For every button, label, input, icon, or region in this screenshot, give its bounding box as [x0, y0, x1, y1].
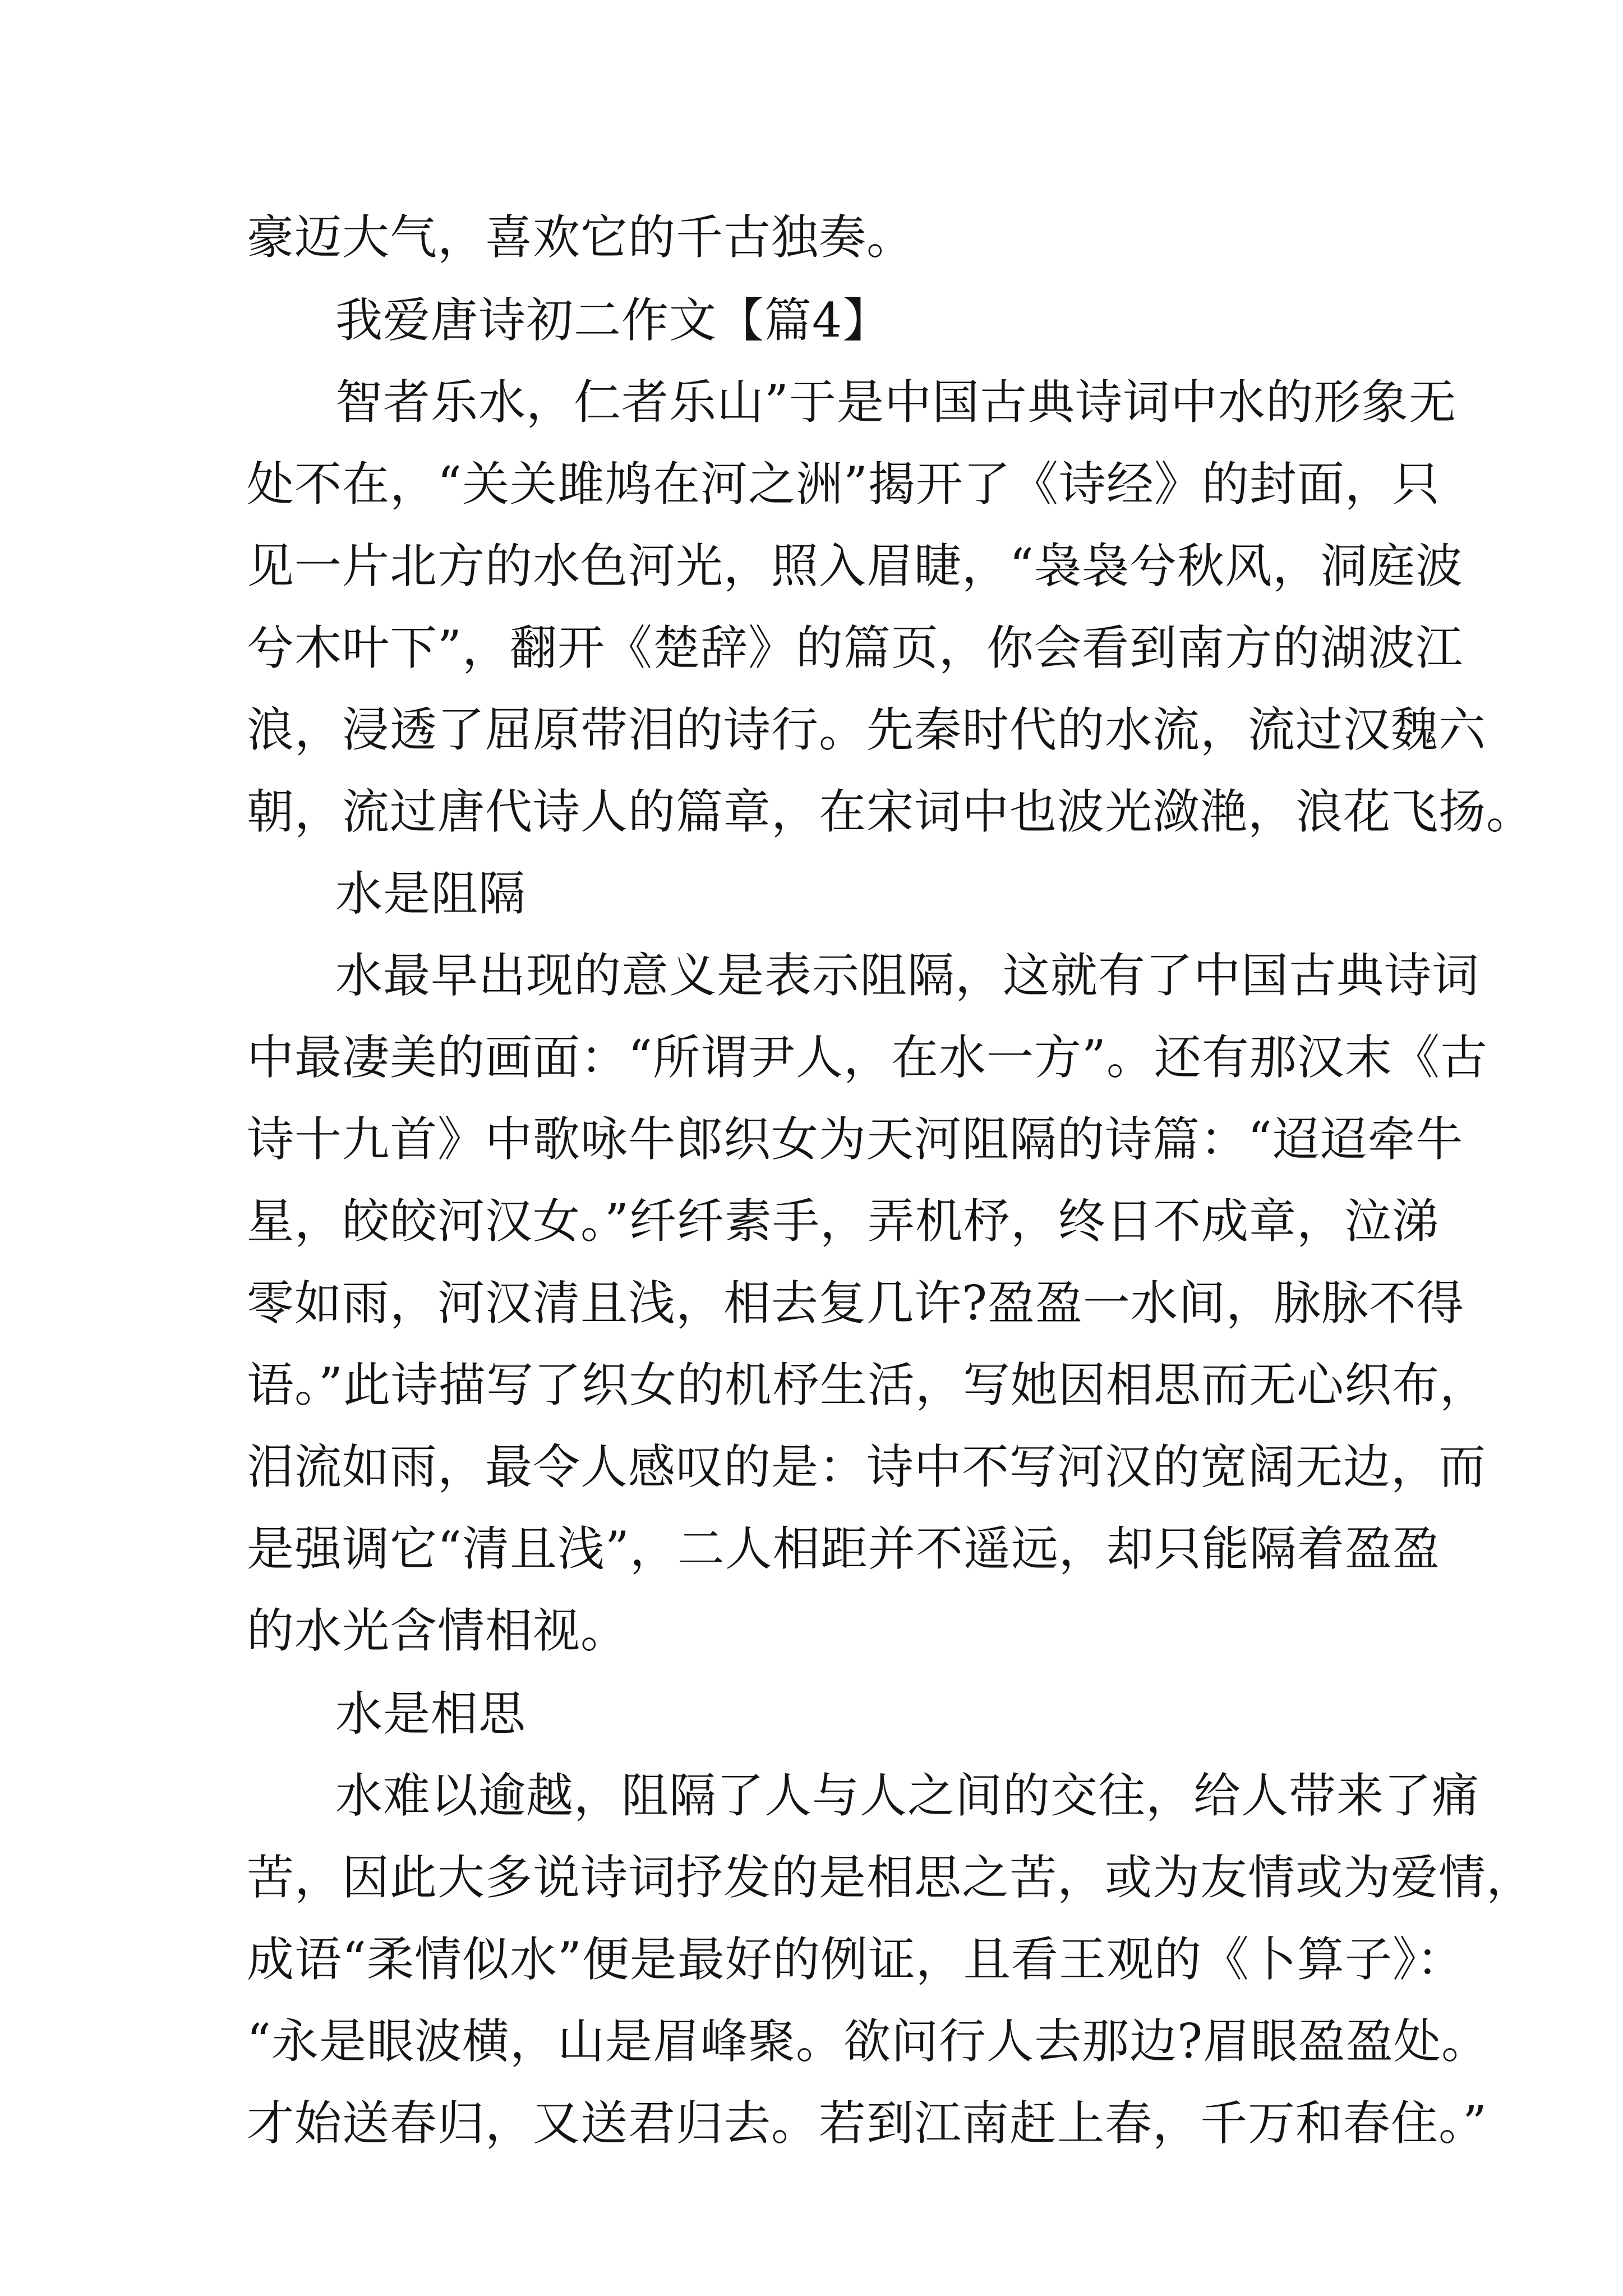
- text-line: 诗十九首》中歌咏牛郎织女为天河阻隔的诗篇：“迢迢牵牛: [247, 1112, 1463, 1167]
- text-line: 朝，流过唐代诗人的篇章，在宋词中也波光潋滟，浪花飞扬。: [247, 784, 1534, 839]
- text-line: 中最凄美的画面：“所谓尹人，在水一方”。还有那汉末《古: [247, 1030, 1488, 1085]
- text-line: 泪流如雨，最令人感叹的是：诗中不写河汉的宽阔无边，而: [247, 1439, 1487, 1494]
- text-line: 豪迈大气，喜欢它的千古独奏。: [247, 210, 915, 265]
- text-line: 语。”此诗描写了织女的机杼生活，写她因相思而无心织布，: [247, 1358, 1487, 1412]
- text-line: 智者乐水，仁者乐山”于是中国古典诗词中水的形象无: [335, 375, 1456, 430]
- text-line: 兮木叶下”，翻开《楚辞》的篇页，你会看到南方的湖波江: [247, 620, 1463, 675]
- text-line: 成语“柔情似水”便是最好的例证，且看王观的《卜算子》：: [247, 1932, 1464, 1987]
- text-line: 零如雨，河汉清且浅，相去复几许?盈盈一水间，脉脉不得: [247, 1276, 1465, 1331]
- text-line: “永是眼波横，山是眉峰聚。欲问行人去那边?眉眼盈盈处。: [247, 2014, 1489, 2069]
- text-line: 才始送春归，又送君归去。若到江南赶上春，千万和春住。”: [247, 2096, 1487, 2151]
- section-heading: 我爱唐诗初二作文【篇4】: [335, 293, 891, 348]
- subheading: 水是相思: [335, 1686, 527, 1741]
- text-line: 处不在，“关关雎鸠在河之洲”揭开了《诗经》的封面，只: [247, 457, 1440, 512]
- text-line: 见一片北方的水色河光，照入眉睫，“袅袅兮秋风，洞庭波: [247, 539, 1463, 593]
- text-line: 苦，因此大多说诗词抒发的是相思之苦，或为友情或为爱情，: [247, 1850, 1534, 1905]
- text-line: 水最早出现的意义是表示阻隔，这就有了中国古典诗词: [335, 948, 1480, 1003]
- text-line: 的水光含情相视。: [247, 1603, 629, 1658]
- text-line: 星，皎皎河汉女。”纤纤素手，弄机杼，终日不成章，泣涕: [247, 1194, 1440, 1249]
- text-line: 浪，浸透了屈原带泪的诗行。先秦时代的水流，流过汉魏六: [247, 702, 1487, 757]
- text-line: 是强调它“清且浅”，二人相距并不遥远，却只能隔着盈盈: [247, 1521, 1440, 1576]
- subheading: 水是阻隔: [335, 866, 527, 921]
- text-line: 水难以逾越，阻隔了人与人之间的交往，给人带来了痛: [335, 1768, 1480, 1823]
